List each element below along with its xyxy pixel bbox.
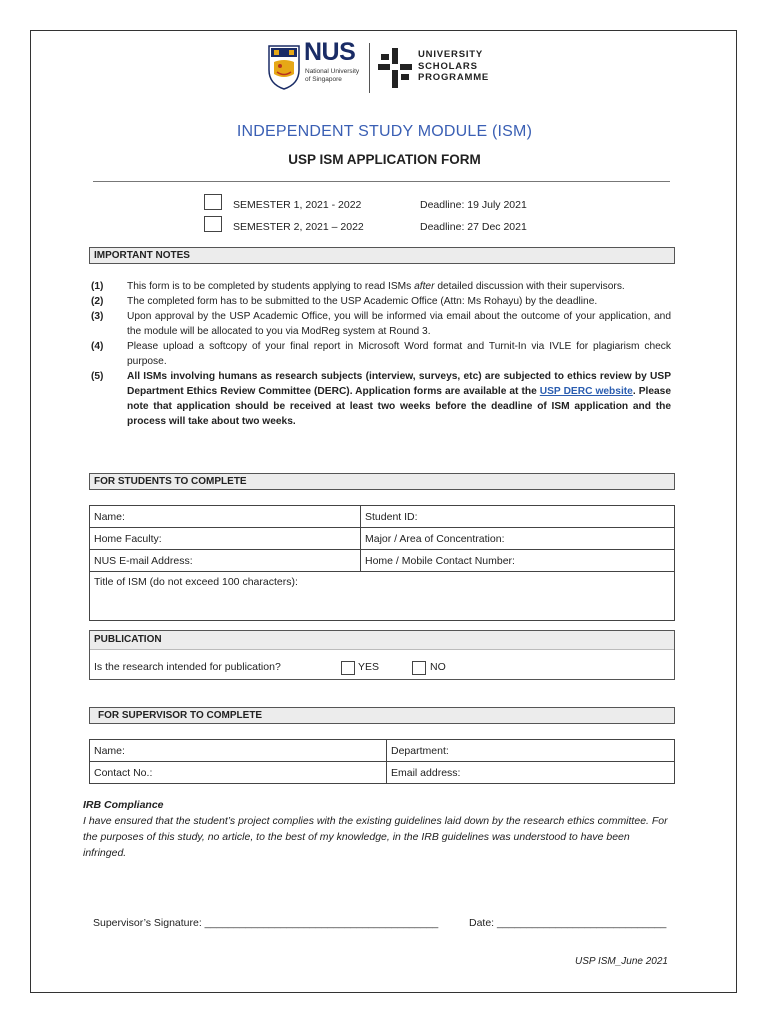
note-text: Upon approval by the USP Academic Office, you will be informed via email about the outcome of your application, and the module will be allocated to you via ModReg system at Round 3. [127, 311, 671, 337]
nus-subtitle-line1: National University [305, 68, 360, 75]
semester-1-label: SEMESTER 1, 2021 - 2022 [233, 199, 362, 211]
usp-logo-line1: UNIVERSITY [418, 49, 484, 60]
nus-email-field[interactable]: NUS E-mail Address: [90, 550, 361, 572]
nus-logo-subtitle [305, 68, 359, 84]
note-item [91, 294, 671, 309]
note-number: (5) [91, 371, 104, 382]
note-item [91, 309, 671, 339]
usp-logo-line2: SCHOLARS [418, 60, 478, 72]
publication-no-checkbox[interactable] [412, 661, 426, 675]
semester-1-checkbox[interactable] [204, 194, 222, 210]
student-details-table [89, 505, 675, 621]
table-row [90, 506, 675, 528]
usp-derc-website-link[interactable]: USP DERC website [539, 386, 633, 397]
note-text-end: . Please note that application should be received at least two weeks before the deadline of ISM application and the process will take about two weeks. [127, 386, 671, 427]
supervisor-details-table [89, 739, 675, 784]
semester-2-label: SEMESTER 2, 2021 – 2022 [233, 221, 364, 233]
logo-divider [369, 43, 370, 93]
page-title: INDEPENDENT STUDY MODULE (ISM) [236, 123, 533, 140]
semester-1-deadline: Deadline: 19 July 2021 [420, 199, 527, 211]
note-text: Please upload a softcopy of your final report in Microsoft Word format and Turnit-In via IVLE for plagiarism check purpose. [127, 341, 671, 367]
usp-logo-line3: PROGRAMME [418, 72, 490, 83]
note-text: The completed form has to be submitted to the USP Academic Office (Attn: Ms Rohayu) by the deadline. [127, 296, 598, 307]
form-subtitle: USP ISM APPLICATION FORM [288, 152, 481, 167]
home-faculty-field[interactable]: Home Faculty: [90, 528, 361, 550]
nus-subtitle-line2: of Singapore [305, 76, 342, 83]
irb-compliance-text: I have ensured that the student’s project complies with the existing guidelines laid down by the research ethics committee. For the purposes of this study, no article, to the best of my knowledge, in the IRB guidelines was understood to have been infringed. [83, 815, 668, 859]
major-field[interactable]: Major / Area of Concentration: [361, 528, 675, 550]
student-name-field[interactable]: Name: [90, 506, 361, 528]
supervisor-department-field[interactable]: Department: [387, 740, 675, 762]
supervisor-heading: FOR SUPERVISOR TO COMPLETE [89, 707, 675, 724]
publication-yes-checkbox[interactable] [341, 661, 355, 675]
supervisor-name-field[interactable]: Name: [90, 740, 387, 762]
usp-logo-icon [378, 48, 412, 88]
publication-heading: PUBLICATION [90, 631, 674, 650]
table-row [90, 528, 675, 550]
note-item [91, 369, 671, 429]
supervisor-email-field[interactable]: Email address: [387, 762, 675, 784]
note-number: (4) [91, 341, 104, 352]
table-row [90, 550, 675, 572]
publication-section [89, 630, 675, 680]
date-line[interactable]: Date: _____________________________ [469, 917, 667, 929]
note-number: (2) [91, 296, 104, 307]
note-text: All ISMs involving humans as research subjects (interview, surveys, etc) are subjected to ethics review by USP Department Ethics Review Committee (DERC). Application forms are available at the [127, 371, 671, 397]
contact-number-field[interactable]: Home / Mobile Contact Number: [361, 550, 675, 572]
supervisor-contact-field[interactable]: Contact No.: [90, 762, 387, 784]
note-text-end: detailed discussion with their supervisors. [434, 281, 625, 292]
table-row [90, 762, 675, 784]
important-notes-list [91, 279, 671, 429]
irb-compliance-title: IRB Compliance [83, 799, 164, 811]
nus-logo [267, 38, 362, 94]
note-number: (1) [91, 281, 104, 292]
usp-logo-text [418, 49, 489, 84]
table-row [90, 572, 675, 621]
student-id-field[interactable]: Student ID: [361, 506, 675, 528]
publication-no-label: NO [430, 661, 446, 673]
nus-logo-text: NUS [304, 38, 356, 66]
note-item [91, 279, 671, 294]
table-row [90, 740, 675, 762]
supervisor-signature-line[interactable]: Supervisor’s Signature: ________________________________________ [93, 917, 439, 929]
form-page [30, 30, 737, 993]
note-number: (3) [91, 311, 104, 322]
publication-question: Is the research intended for publication? [94, 661, 281, 673]
publication-yes-label: YES [358, 661, 380, 673]
ism-title-field[interactable]: Title of ISM (do not exceed 100 characters): [90, 572, 675, 621]
semester-2-checkbox[interactable] [204, 216, 222, 232]
nus-crest-icon [267, 44, 301, 90]
title-divider [93, 181, 670, 182]
students-heading: FOR STUDENTS TO COMPLETE [89, 473, 675, 490]
footer-version: USP ISM_June 2021 [574, 956, 668, 967]
note-emphasis: after [414, 281, 435, 292]
note-text: This form is to be completed by students applying to read ISMs [127, 281, 415, 292]
note-item [91, 339, 671, 369]
important-notes-heading: IMPORTANT NOTES [89, 247, 675, 264]
semester-2-deadline: Deadline: 27 Dec 2021 [420, 221, 527, 233]
